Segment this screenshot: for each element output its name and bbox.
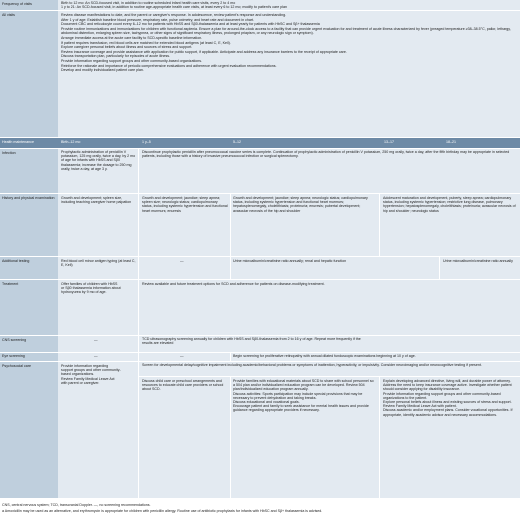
cns-label: CNS screening: [2, 338, 27, 342]
frequency-text: Birth to 12 mo: An SCD-focused visit, in addition to routine scheduled infant health care visits, every 2 to 4 mo 1 y to 21: An SCD-focused visit, in addition to routine age-appropriate health care visits, at least every 6 to 12 mo; modify to patient's care plan: [61, 1, 288, 10]
footnote-abbreviations: CNS, central nervous system; TCD, transcranial Doppler. —, no screening recommendations.: [2, 503, 151, 507]
header-1y-5: 1 y–5: [142, 140, 151, 144]
header-birth-12mo: Birth–12 mo: [61, 140, 81, 144]
testing-text-4: Urine microalbumin/creatinine ratio annually: [443, 259, 513, 263]
eye-text-2: —: [180, 354, 184, 358]
treatment-label: Treatment: [2, 282, 19, 286]
cns-text-2: TCD ultrasonography screening annually for children with HbSS and Sβ0-thalassemia from 2 to 16 y of age. Repeat more frequently if the results are elevated: [142, 337, 361, 346]
history-text-1: Growth and development; spleen size, including teaching caregiver home palpation: [61, 196, 132, 205]
header-13-17: 13–17: [384, 140, 394, 144]
treatment-text-1: Offer families of children with HbSS or Sβ0 thalassemia information about hydroxyurea by 9 mo of age.: [61, 282, 121, 295]
psych-top-text: Screen for developmental delay/cognitive impairment including academic/behavioral problems or symptoms of inattention, hyperactivity, or impulsivity. Consider neuroimaging and/or neurocognitive testing if present.: [142, 363, 482, 367]
psych-text-3: Provide families with educational materials about SCD to share with school personnel so a 504 plan and/or individualized education program can be developed. Review 504 plan/individualized education program annually. Discuss activities: Sports participation may include special provisions that may be necessary to prevent dehydration and taking breaks. Discuss educational and vocational goals. Encourage patient and family to seek assistance for mental health issues and provide guidance regarding appropriate providers if necessary.: [233, 379, 374, 413]
testing-text-2: —: [180, 259, 184, 263]
treatment-text-2: Review available and future treatment options for SCD and adherence for patients on disease-modifying treatment.: [142, 282, 325, 286]
testing-text-3: Urine microalbumin/creatinine ratio annually; renal and hepatic function: [233, 259, 347, 263]
history-text-4: Adolescent maturation and development, puberty, sleep apnea; cardiopulmonary status, including systemic hypertension; restrictive lung disease, pulmonary hypertension; hepatosplenomegaly, cholelithiasis; proteinuria; avascular necrosis of hip and shoulder; neurologic status: [383, 196, 516, 213]
all-visits-text: Review disease manifestations to date, and the parent or caregiver's response. In adolescence, review patient's response and understanding. After 1 y of age: Establish baseline blood pressure, respiratory rate, pulse oximetry, and heart rate and document in chart. Document CBC and reticulocyte count every 6–12 mo for patients with HbSS and Sβ0-thalassemia and at least yearly for patients with HbSC and Sβ+ thalassemia Provide routine immunizations and immunizations for children with functional asplenia. Ensure a plan for around-the-clock access to a facility that can provide urgent evaluation for and treatment of acute illness characterized by fever (preaged temperature ≥38–38.5°C, pallor, lethargy, abdominal distention, enlarging spleen size, tachypnea, or other signs of significant respiratory illness, prolonged priapism, or any neurologic sign or symptom). Arrange immediate access at the acute care facility to SCD-specific baseline information. If patient requires transfusion, red blood cells are matched for extended blood antigens (at least C, E, Kell). Explore caregiver personal beliefs about illness and sources of stress and support. Review insurance coverage and provide assistance with application for public support, if applicable. Anticipate and address any insurance barriers to the receipt of appropriate care. Discuss transportation plan, particularly for episodes of acute illness. Provide information regarding support groups and other community-based organizations. Reinforce the rationale and importance of periodic comprehensive evaluations and adherence with urgent evaluation recommendations. Develop and modify individualized patient care plan.: [61, 13, 511, 73]
frequency-label: Frequency of visits: [2, 2, 32, 6]
history-label-cell: [0, 194, 58, 256]
eye-text-3: Begin screening for proliferative retinopathy with annual dilated funduscopic examinations beginning at 10 y of age.: [233, 354, 416, 358]
infection-label: Infection: [2, 151, 16, 155]
history-text-3: Growth and development; jaundice; sleep apnea; neurologic status; cardiopulmonary status, including systemic hypertension and functional heart murmurs; hepatosplenomegaly, cholelithiasis; proteinuria; enuresis; pubertal development; avascular necrosis of the hip and shoulder: [233, 196, 368, 213]
psych-text-1: Provide information regarding support groups and other community-based organizations. Review Family Medical Leave Act with parent or caregiver.: [61, 364, 121, 385]
treatment-label-cell: [0, 280, 58, 335]
testing-text-1: Red blood cell minor antigen typing (at least C, E, Kell): [61, 259, 136, 268]
cns-text-1: —: [94, 338, 98, 342]
treatment-cell-2: [139, 280, 520, 335]
history-text-2: Growth and development; jaundice; sleep apnea; spleen size; neurologic status; cardiopulmonary status, including systemic hypertension and functional heart murmurs; enuresis: [142, 196, 228, 213]
header-health-maintenance: Health maintenance: [2, 140, 34, 144]
infection-label-cell: [0, 149, 58, 193]
footnote-amoxicillin: a Amoxicillin may be used as an alternative, and erythromycin is appropriate for children with penicillin allergy. Routine use of antibiotic prophylaxis for infants with HbSC and Sβ+ thalassemia is advised.: [2, 509, 323, 513]
eye-label: Eye screening: [2, 354, 25, 358]
psych-label: Psychosocial care: [2, 364, 31, 368]
all-visits-label-cell: [0, 11, 58, 137]
psych-text-2: Discuss child care or preschool arrangements and resources to educate child care providers or school about SCD.: [142, 379, 224, 392]
infection-text-2: Discontinue prophylactic penicillin after pneumococcal vaccine series is complete. Continuation of prophylactic administration of penicillin V potassium, 250 mg orally, twice a day, after the fifth birthday may be appropriate in selected patients, including those with a history of invasive pneumococcal infection or surgical splenectomy.: [142, 150, 510, 159]
psych-label-cell: [0, 362, 58, 498]
infection-text-1: Prophylactic administration of penicillin V potassium, 125 mg orally, twice a day, by 2 mo of age for infants with HbSS and Sβ0 thalassemia; increase the dosage to 250 mg orally, twice a day, at age 3 y.: [61, 150, 136, 171]
all-visits-label: All visits: [2, 13, 15, 17]
history-label: History and physical examination: [2, 196, 55, 200]
header-18-21: 18–21: [446, 140, 456, 144]
testing-label: Additional testing: [2, 259, 30, 263]
psych-text-4: Explain developing advanced directive, living will, and durable power of attorney. Address the need to keep insurance coverage active. Investigate whether patient should consider applying for disability insurance. Provide information regarding support groups and other community-based organizations to the patient. Explore personal beliefs about illness and existing sources of stress and support. Review Family Medical Leave Act with patient. Discuss academic and/or employment plans. Consider vocational opportunities. If appropriate, identify academic advisor and necessary accommodations.: [383, 379, 513, 417]
header-5-12: 5–12: [233, 140, 241, 144]
eye-text-1: —: [94, 354, 98, 358]
